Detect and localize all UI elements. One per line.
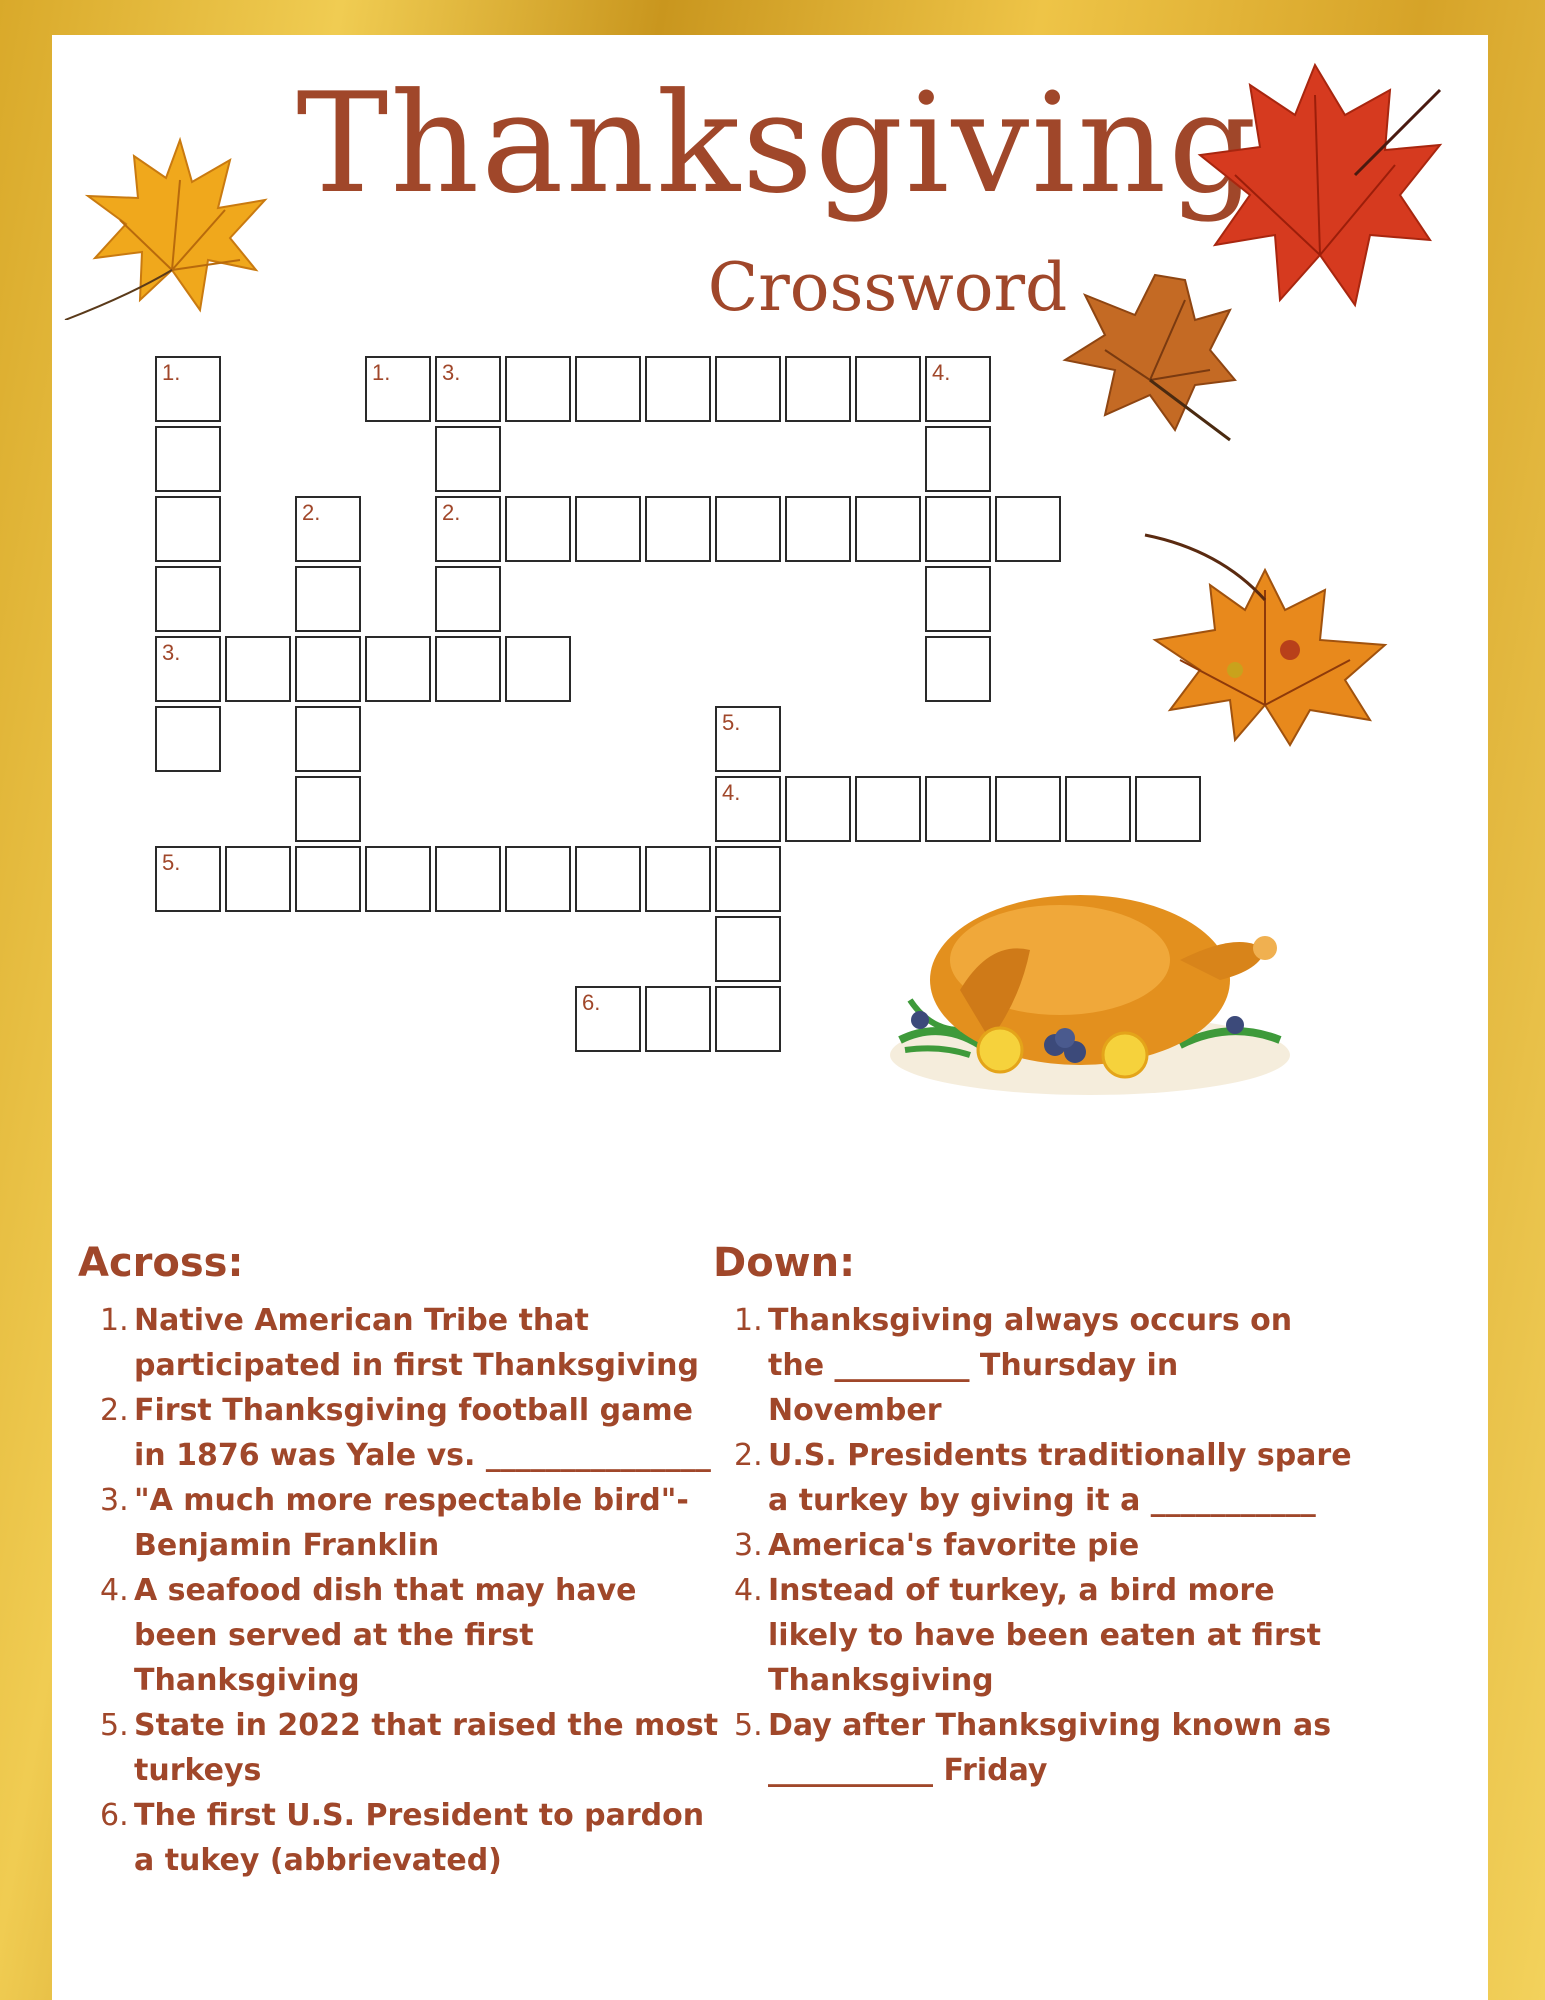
yellow-maple-leaf-icon (60, 120, 280, 320)
crossword-cell[interactable] (435, 846, 501, 912)
crossword-cell[interactable] (505, 496, 571, 562)
crossword-cell[interactable] (575, 846, 641, 912)
crossword-cell[interactable] (225, 636, 291, 702)
clue-text: Native American Tribe that participated in first Thanksgiving (134, 1303, 699, 1383)
crossword-cell[interactable] (295, 706, 361, 772)
crossword-cell[interactable] (295, 496, 361, 562)
down-clue (716, 1298, 1356, 1433)
across-heading: Across: (78, 1240, 244, 1286)
crossword-cell[interactable] (435, 566, 501, 632)
clue-number: 4. (100, 1573, 129, 1608)
crossword-cell[interactable] (925, 356, 991, 422)
crossword-cell[interactable] (785, 496, 851, 562)
clue-text: "A much more respectable bird"- Benjamin Franklin (134, 1483, 689, 1563)
crossword-cell[interactable] (155, 706, 221, 772)
crossword-cell[interactable] (435, 356, 501, 422)
crossword-cell[interactable] (435, 496, 501, 562)
across-clue (82, 1478, 722, 1568)
down-clue (716, 1568, 1356, 1703)
crossword-cell[interactable] (295, 566, 361, 632)
crossword-cell[interactable] (715, 706, 781, 772)
down-clue (716, 1523, 1356, 1568)
crossword-cell[interactable] (785, 356, 851, 422)
crossword-cell[interactable] (155, 426, 221, 492)
clue-text: First Thanksgiving football game in 1876 was Yale vs. _______________ (134, 1393, 711, 1473)
crossword-cell[interactable] (715, 356, 781, 422)
clue-number: 2. (302, 500, 321, 525)
clue-number: 5. (734, 1708, 763, 1743)
crossword-cell[interactable] (365, 846, 431, 912)
down-clue (716, 1433, 1356, 1523)
down-clue-list (716, 1298, 1356, 1793)
clue-number: 1. (100, 1303, 129, 1338)
crossword-cell[interactable] (505, 356, 571, 422)
across-clue (82, 1298, 722, 1388)
crossword-cell[interactable] (995, 776, 1061, 842)
clue-text: State in 2022 that raised the most turkeys (134, 1708, 719, 1788)
down-clue (716, 1703, 1356, 1793)
crossword-cell[interactable] (715, 776, 781, 842)
crossword-cell[interactable] (925, 636, 991, 702)
crossword-cell[interactable] (575, 356, 641, 422)
crossword-cell[interactable] (225, 846, 291, 912)
clue-text: Day after Thanksgiving known as ___________ Friday (768, 1708, 1332, 1788)
crossword-cell[interactable] (925, 496, 991, 562)
crossword-cell[interactable] (435, 426, 501, 492)
crossword-cell[interactable] (505, 636, 571, 702)
across-clue-list (82, 1298, 722, 1883)
crossword-cell[interactable] (995, 496, 1061, 562)
clue-number: 5. (162, 850, 181, 875)
crossword-cell[interactable] (645, 846, 711, 912)
clue-text: A seafood dish that may have been served at the first Thanksgiving (134, 1573, 637, 1698)
crossword-cell[interactable] (365, 636, 431, 702)
clue-number: 4. (932, 360, 951, 385)
clue-number: 2. (100, 1393, 129, 1428)
crossword-cell[interactable] (925, 566, 991, 632)
roast-turkey-icon (880, 870, 1300, 1110)
crossword-cell[interactable] (645, 986, 711, 1052)
down-heading: Down: (713, 1240, 856, 1286)
clue-number: 3. (442, 360, 461, 385)
clue-number: 6. (100, 1798, 129, 1833)
clue-number: 1. (734, 1303, 763, 1338)
clue-number: 3. (100, 1483, 129, 1518)
across-clue (82, 1793, 722, 1883)
crossword-cell[interactable] (505, 846, 571, 912)
clue-number: 4. (722, 780, 741, 805)
crossword-cell[interactable] (645, 496, 711, 562)
clue-number: 2. (734, 1438, 763, 1473)
crossword-cell[interactable] (715, 846, 781, 912)
clue-number: 6. (582, 990, 601, 1015)
clue-number: 5. (100, 1708, 129, 1743)
clue-text: America's favorite pie (768, 1528, 1140, 1563)
clue-number: 3. (162, 640, 181, 665)
clue-number: 1. (162, 360, 181, 385)
clue-number: 3. (734, 1528, 763, 1563)
crossword-cell[interactable] (925, 426, 991, 492)
crossword-cell[interactable] (295, 636, 361, 702)
orange-maple-leaf-icon (1140, 530, 1400, 750)
crossword-cell[interactable] (575, 496, 641, 562)
clue-text: Instead of turkey, a bird more likely to have been eaten at first Thanksgiving (768, 1573, 1321, 1698)
crossword-cell[interactable] (925, 776, 991, 842)
crossword-cell[interactable] (855, 496, 921, 562)
crossword-cell[interactable] (645, 356, 711, 422)
clue-text: Thanksgiving always occurs on the _________ Thursday in November (768, 1303, 1293, 1428)
clue-text: The first U.S. President to pardon a tukey (abbrievated) (134, 1798, 705, 1878)
page-subtitle: Crossword (707, 249, 1068, 326)
crossword-cell[interactable] (155, 846, 221, 912)
crossword-cell[interactable] (855, 776, 921, 842)
crossword-cell[interactable] (715, 986, 781, 1052)
clue-number: 5. (722, 710, 741, 735)
crossword-cell[interactable] (155, 636, 221, 702)
across-clue (82, 1568, 722, 1703)
crossword-cell[interactable] (1065, 776, 1131, 842)
crossword-cell[interactable] (295, 846, 361, 912)
crossword-cell[interactable] (715, 916, 781, 982)
across-clue (82, 1703, 722, 1793)
brown-leaf-icon (1045, 270, 1240, 445)
clue-number: 1. (372, 360, 391, 385)
clue-number: 4. (734, 1573, 763, 1608)
crossword-cell[interactable] (295, 776, 361, 842)
crossword-cell[interactable] (715, 496, 781, 562)
crossword-cell[interactable] (855, 356, 921, 422)
clue-number: 2. (442, 500, 461, 525)
crossword-cell[interactable] (1135, 776, 1201, 842)
crossword-cell[interactable] (785, 776, 851, 842)
crossword-cell[interactable] (435, 636, 501, 702)
crossword-cell[interactable] (575, 986, 641, 1052)
crossword-cell[interactable] (155, 566, 221, 632)
crossword-cell[interactable] (365, 356, 431, 422)
crossword-cell[interactable] (155, 496, 221, 562)
page-title: Thanksgiving (296, 63, 1259, 224)
crossword-cell[interactable] (155, 356, 221, 422)
across-clue (82, 1388, 722, 1478)
clue-text: U.S. Presidents traditionally spare a turkey by giving it a ___________ (768, 1438, 1352, 1518)
